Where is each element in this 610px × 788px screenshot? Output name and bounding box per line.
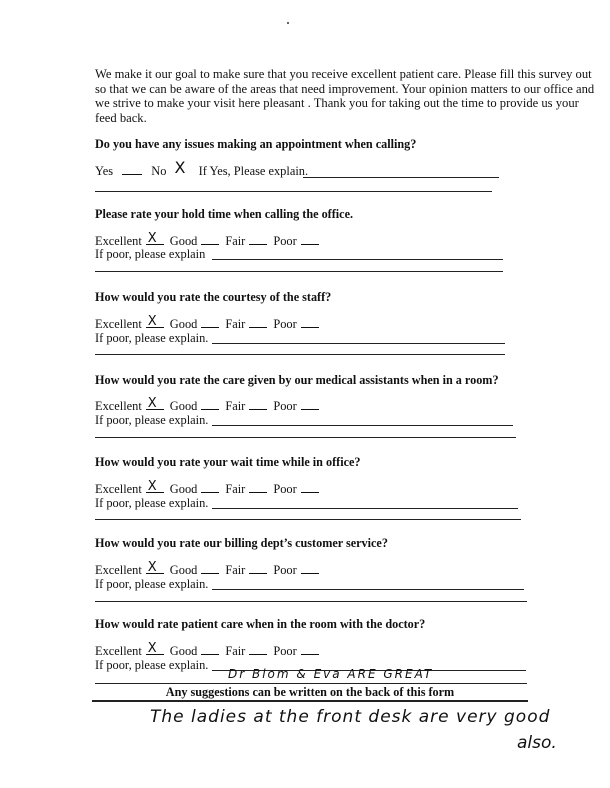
question-3: How would you rate the courtesy of the staff? bbox=[95, 290, 332, 304]
answer-row-appointment bbox=[95, 158, 309, 179]
option-fair-blank[interactable] bbox=[249, 482, 267, 493]
yes-label: Yes bbox=[95, 164, 114, 178]
option-fair-label: Fair bbox=[225, 563, 246, 577]
option-excellent-label: Excellent bbox=[95, 234, 142, 248]
question-2: Please rate your hold time when calling the office. bbox=[95, 207, 354, 221]
rating-row-3 bbox=[95, 314, 325, 332]
option-poor-label: Poor bbox=[273, 317, 297, 331]
explain-line-5-2[interactable] bbox=[95, 519, 521, 520]
option-fair-label: Fair bbox=[225, 317, 246, 331]
explain-line-6-2[interactable] bbox=[95, 601, 527, 602]
option-good-label: Good bbox=[169, 399, 198, 413]
intro-paragraph: We make it our goal to make sure that you receive excellent patient care. Please fill this survey out so that we can be aware of the areas that need improvement. Your opinion matters to our office and we strive to make your visit here pleasant . Thank you for taking out the time to provide us your feed back. bbox=[95, 67, 595, 125]
no-blank[interactable] bbox=[173, 158, 193, 177]
explain-line-2[interactable] bbox=[212, 259, 503, 260]
option-poor-label: Poor bbox=[273, 644, 297, 658]
option-good-label: Good bbox=[169, 317, 198, 331]
explain-label: If Yes, Please explain. bbox=[198, 164, 309, 178]
option-good-label: Good bbox=[169, 482, 198, 496]
explain-label-2: If poor, please explain bbox=[95, 247, 206, 261]
option-fair-label: Fair bbox=[225, 399, 246, 413]
option-good-blank[interactable] bbox=[201, 317, 219, 328]
footer-rule bbox=[92, 700, 528, 702]
explain-line-3-2[interactable] bbox=[95, 354, 505, 355]
option-poor-label: Poor bbox=[273, 399, 297, 413]
explain-line-6[interactable] bbox=[212, 589, 524, 590]
option-good-blank[interactable] bbox=[201, 482, 219, 493]
explain-line-5[interactable] bbox=[212, 508, 518, 509]
option-poor-blank[interactable] bbox=[301, 644, 319, 655]
option-excellent-label: Excellent bbox=[95, 482, 142, 496]
yes-blank[interactable] bbox=[122, 164, 142, 175]
option-fair-blank[interactable] bbox=[249, 563, 267, 574]
option-excellent-label: Excellent bbox=[95, 317, 142, 331]
explain-label-7: If poor, please explain. bbox=[95, 658, 209, 672]
explain-line-2[interactable] bbox=[95, 191, 492, 192]
option-good-blank[interactable] bbox=[201, 563, 219, 574]
check-mark-icon: X bbox=[147, 314, 157, 329]
option-poor-blank[interactable] bbox=[301, 399, 319, 410]
explain-line-q7-2[interactable] bbox=[95, 683, 527, 684]
option-poor-blank[interactable] bbox=[301, 234, 319, 245]
question-5: How would you rate your wait time while in office? bbox=[95, 455, 361, 469]
option-poor-label: Poor bbox=[273, 234, 297, 248]
option-good-blank[interactable] bbox=[201, 644, 219, 655]
option-poor-blank[interactable] bbox=[301, 482, 319, 493]
explain-line-4[interactable] bbox=[212, 425, 513, 426]
option-excellent-blank[interactable] bbox=[146, 560, 164, 575]
question-appointment: Do you have any issues making an appointment when calling? bbox=[95, 137, 417, 151]
option-good-label: Good bbox=[169, 563, 198, 577]
rating-row-6 bbox=[95, 560, 325, 578]
option-excellent-blank[interactable] bbox=[146, 231, 164, 246]
rating-row-7 bbox=[95, 641, 325, 659]
check-mark-icon: X bbox=[147, 560, 157, 575]
explain-line-2-2[interactable] bbox=[95, 271, 503, 272]
option-good-label: Good bbox=[169, 234, 198, 248]
check-mark-icon: X bbox=[147, 641, 157, 656]
option-poor-label: Poor bbox=[273, 563, 297, 577]
check-mark-icon: X bbox=[147, 231, 157, 246]
option-fair-blank[interactable] bbox=[249, 399, 267, 410]
option-fair-label: Fair bbox=[225, 644, 246, 658]
option-excellent-blank[interactable] bbox=[146, 396, 164, 411]
option-good-label: Good bbox=[169, 644, 198, 658]
explain-label-3: If poor, please explain. bbox=[95, 331, 209, 345]
option-excellent-label: Excellent bbox=[95, 644, 142, 658]
explain-line-3[interactable] bbox=[212, 343, 505, 344]
option-excellent-blank[interactable] bbox=[146, 641, 164, 656]
scan-speck bbox=[287, 22, 289, 24]
option-excellent-blank[interactable] bbox=[146, 314, 164, 329]
handwritten-note: Dr Blom & Eva ARE GREAT bbox=[228, 667, 434, 681]
option-fair-blank[interactable] bbox=[249, 317, 267, 328]
option-poor-blank[interactable] bbox=[301, 563, 319, 574]
question-7: How would rate patient care when in the room with the doctor? bbox=[95, 617, 426, 631]
check-mark-icon: X bbox=[147, 396, 157, 411]
option-poor-label: Poor bbox=[273, 482, 297, 496]
explain-line[interactable] bbox=[303, 177, 499, 178]
option-excellent-blank[interactable] bbox=[146, 479, 164, 494]
explain-label-6: If poor, please explain. bbox=[95, 577, 209, 591]
option-fair-label: Fair bbox=[225, 234, 246, 248]
no-label: No bbox=[151, 164, 167, 178]
footer-note: Any suggestions can be written on the back of this form bbox=[165, 685, 455, 699]
question-6: How would you rate our billing dept’s customer service? bbox=[95, 536, 388, 550]
explain-label-5: If poor, please explain. bbox=[95, 496, 209, 510]
option-fair-label: Fair bbox=[225, 482, 246, 496]
check-mark-icon: X bbox=[174, 158, 186, 177]
explain-line-4-2[interactable] bbox=[95, 437, 516, 438]
option-good-blank[interactable] bbox=[201, 399, 219, 410]
handwritten-suggestion-line1: The ladies at the front desk are very good bbox=[150, 707, 551, 727]
option-fair-blank[interactable] bbox=[249, 234, 267, 245]
question-4: How would you rate the care given by our medical assistants when in a room? bbox=[95, 373, 499, 387]
option-excellent-label: Excellent bbox=[95, 399, 142, 413]
option-fair-blank[interactable] bbox=[249, 644, 267, 655]
explain-label-4: If poor, please explain. bbox=[95, 413, 209, 427]
handwritten-suggestion-line2: also. bbox=[517, 733, 557, 753]
check-mark-icon: X bbox=[147, 479, 157, 494]
option-excellent-label: Excellent bbox=[95, 563, 142, 577]
rating-row-4 bbox=[95, 396, 325, 414]
option-poor-blank[interactable] bbox=[301, 317, 319, 328]
rating-row-5 bbox=[95, 479, 325, 497]
option-good-blank[interactable] bbox=[201, 234, 219, 245]
